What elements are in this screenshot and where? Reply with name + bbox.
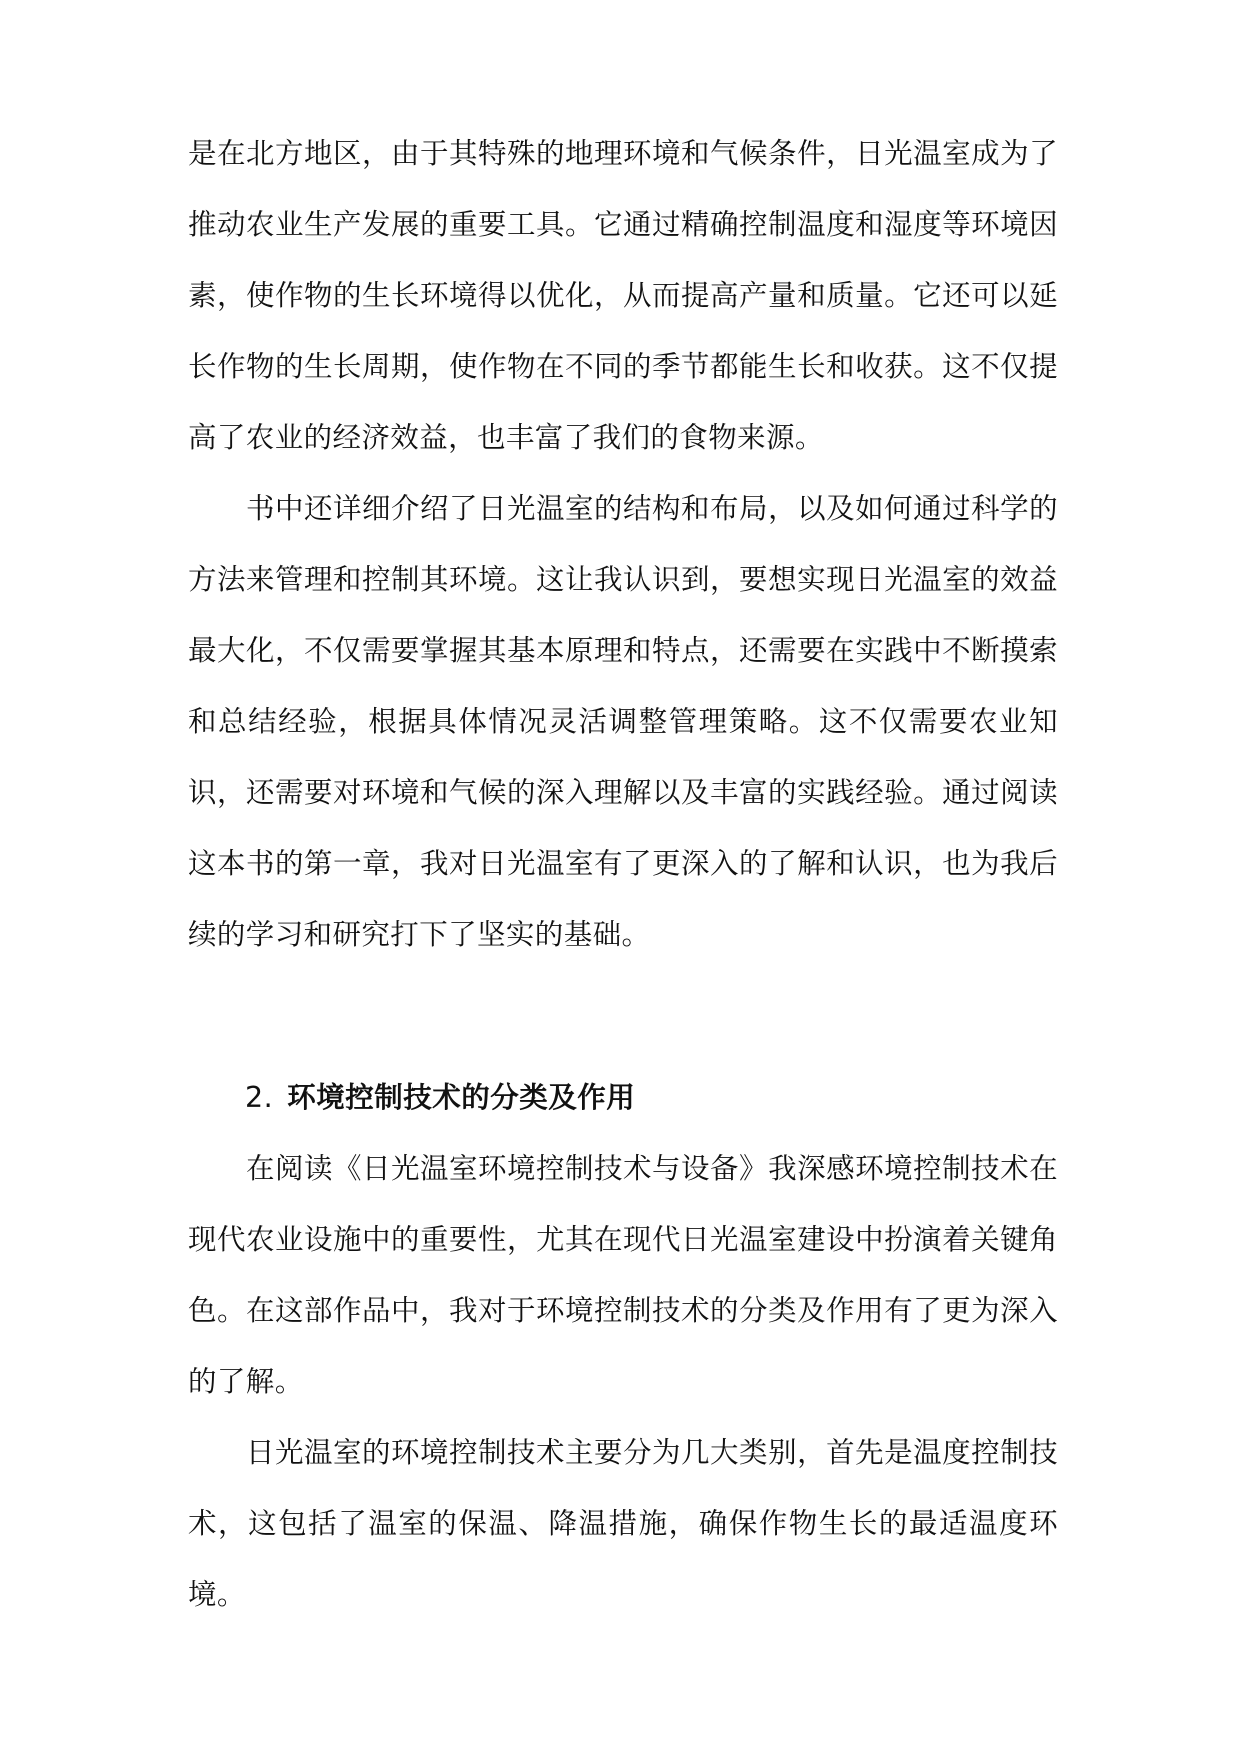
section-number: 2.: [245, 1081, 274, 1114]
body-text-lower: [188, 1133, 1058, 1630]
paragraph-1: 是在北方地区，由于其特殊的地理环境和气候条件，日光温室成为了推动农业生产发展的重要工具。它通过精确控制温度和湿度等环境因素，使作物的生长环境得以优化，从而提高产量和质量。它还可以延长作物的生长周期，使作物在不同的季节都能生长和收获。这不仅提高了农业的经济效益，也丰富了我们的食物来源。: [188, 137, 1058, 454]
section-title: 环境控制技术的分类及作用: [287, 1081, 636, 1114]
paragraph-3: 在阅读《日光温室环境控制技术与设备》我深感环境控制技术在现代农业设施中的重要性，尤其在现代日光温室建设中扮演着关键角色。在这部作品中，我对于环境控制技术的分类及作用有了更为深入的了解。: [188, 1152, 1058, 1398]
section-heading: [245, 1062, 635, 1133]
body-text-upper: [188, 118, 1058, 970]
paragraph-2: 书中还详细介绍了日光温室的结构和布局，以及如何通过科学的方法来管理和控制其环境。这让我认识到，要想实现日光温室的效益最大化，不仅需要掌握其基本原理和特点，还需要在实践中不断摸索和总结经验，根据具体情况灵活调整管理策略。这不仅需要农业知识，还需要对环境和气候的深入理解以及丰富的实践经验。通过阅读这本书的第一章，我对日光温室有了更深入的了解和认识，也为我后续的学习和研究打下了坚实的基础。: [188, 492, 1058, 951]
paragraph-4: 日光温室的环境控制技术主要分为几大类别，首先是温度控制技术，这包括了温室的保温、降温措施，确保作物生长的最适温度环境。: [188, 1436, 1058, 1611]
